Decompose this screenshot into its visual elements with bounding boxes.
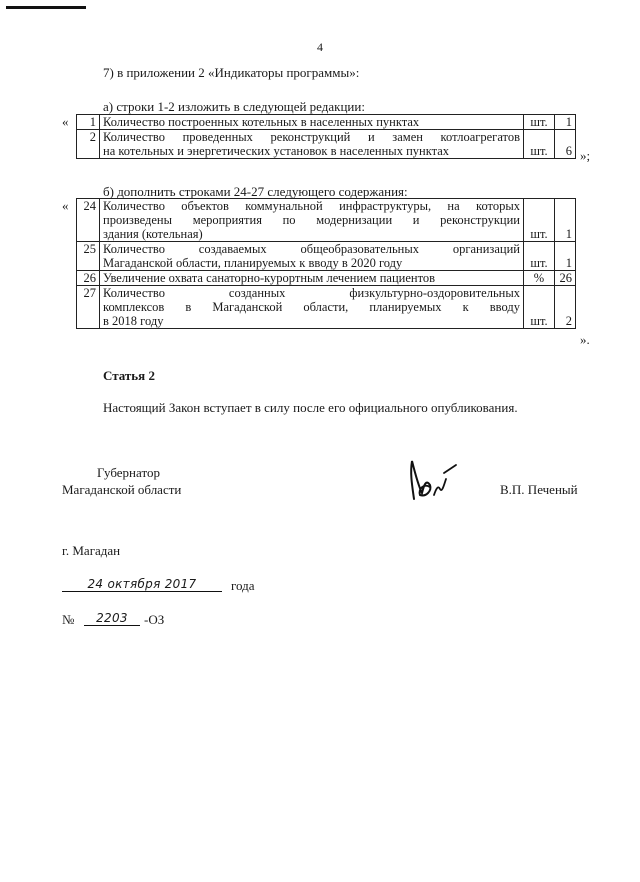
target-value: 1 <box>555 199 576 242</box>
table-row <box>77 130 576 159</box>
article-title: Статья 2 <box>103 368 155 383</box>
table-row <box>77 199 576 242</box>
indicator-name <box>100 242 524 271</box>
number-line <box>84 609 140 627</box>
indicator-name-line: Количество проведенных реконструкций и замен котлоагрегатов <box>103 130 520 144</box>
table-row <box>77 115 576 130</box>
top-edge-rule <box>6 6 86 9</box>
handwritten-signature <box>400 455 460 505</box>
indicators-table-rows-1-2 <box>76 114 576 159</box>
date-handwritten: 24 октября 2017 <box>62 577 222 592</box>
number-prefix: № <box>62 612 75 627</box>
unit: шт. <box>524 130 555 159</box>
indicator-name-line: комплексов в Магаданской области, планируемых к вводу <box>103 300 520 314</box>
indicator-name-line: в 2018 году <box>103 314 164 328</box>
unit: % <box>524 271 555 286</box>
row-number: 2 <box>77 130 100 159</box>
unit: шт. <box>524 242 555 271</box>
indicator-name <box>100 199 524 242</box>
indicator-name-line: Количество построенных котельных в населенных пунктах <box>103 115 420 129</box>
unit: шт. <box>524 286 555 329</box>
row-number: 26 <box>77 271 100 286</box>
table2-open-quote: « <box>62 198 69 213</box>
indicator-name-line: произведены мероприятия по модернизации и реконструкции <box>103 213 520 227</box>
indicator-name-line: здания (котельная) <box>103 227 203 241</box>
indicator-name <box>100 271 524 286</box>
date-suffix: года <box>231 578 255 593</box>
signatory-title-line2: Магаданской области <box>62 482 182 497</box>
date-line <box>62 575 227 593</box>
table-row <box>77 271 576 286</box>
indicator-name-line: Количество создаваемых общеобразовательных организаций <box>103 242 520 256</box>
row-number: 1 <box>77 115 100 130</box>
target-value: 1 <box>555 242 576 271</box>
table1-open-quote: « <box>62 114 69 129</box>
row-number: 24 <box>77 199 100 242</box>
item-7-heading: 7) в приложении 2 «Индикаторы программы»: <box>103 65 360 80</box>
item-a-heading: а) строки 1-2 изложить в следующей редакции: <box>103 99 365 114</box>
indicator-name-line: Увеличение охвата санаторно-курортным лечением пациентов <box>103 271 436 285</box>
indicator-name <box>100 286 524 329</box>
signatory-name: В.П. Печеный <box>500 482 578 497</box>
number-handwritten: 2203 <box>84 611 140 626</box>
indicator-name <box>100 130 524 159</box>
place: г. Магадан <box>62 543 121 558</box>
indicator-name <box>100 115 524 130</box>
item-b-heading: б) дополнить строками 24-27 следующего содержания: <box>103 184 408 199</box>
table-row <box>77 286 576 329</box>
row-number: 25 <box>77 242 100 271</box>
indicator-name-line: Магаданской области, планируемых к вводу в 2020 году <box>103 256 403 270</box>
indicator-name-line: на котельных и энергетических установок в населенных пунктах <box>103 144 450 158</box>
target-value: 1 <box>555 115 576 130</box>
number-suffix: -ОЗ <box>144 612 165 627</box>
table1-close-quote: »; <box>580 148 591 163</box>
row-number: 27 <box>77 286 100 329</box>
article-text: Настоящий Закон вступает в силу после его официального опубликования. <box>103 400 518 415</box>
page-number: 4 <box>317 40 323 54</box>
target-value: 2 <box>555 286 576 329</box>
indicator-name-line: Количество созданных физкультурно-оздоровительных <box>103 286 520 300</box>
unit: шт. <box>524 115 555 130</box>
target-value: 6 <box>555 130 576 159</box>
target-value: 26 <box>555 271 576 286</box>
signatory-title-line1: Губернатор <box>97 465 160 480</box>
indicators-table-rows-24-27 <box>76 198 576 329</box>
table2-close-quote: ». <box>580 332 590 347</box>
unit: шт. <box>524 199 555 242</box>
table-row <box>77 242 576 271</box>
indicator-name-line: Количество объектов коммунальной инфраструктуры, на которых <box>103 199 520 213</box>
